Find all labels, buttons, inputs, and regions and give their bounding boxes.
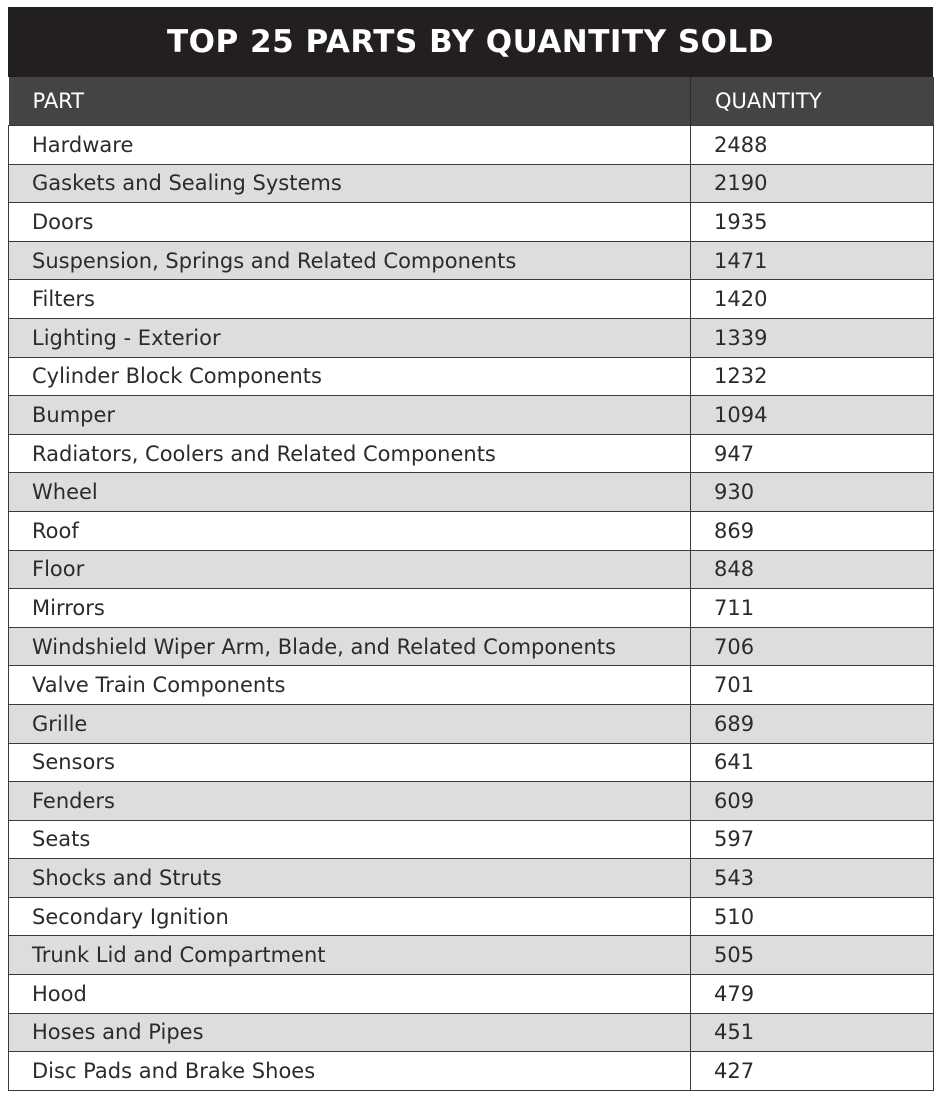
- table-row: [9, 550, 934, 589]
- part-cell: Hoses and Pipes: [9, 1013, 691, 1052]
- part-cell: Wheel: [9, 473, 691, 512]
- table-row: [9, 743, 934, 782]
- quantity-cell: 510: [691, 897, 934, 936]
- quantity-cell: 701: [691, 666, 934, 705]
- quantity-cell: 706: [691, 627, 934, 666]
- table-row: [9, 203, 934, 242]
- table-row: [9, 704, 934, 743]
- table-row: [9, 859, 934, 898]
- table-row: [9, 280, 934, 319]
- quantity-cell: 597: [691, 820, 934, 859]
- part-cell: Filters: [9, 280, 691, 319]
- table-row: [9, 782, 934, 821]
- quantity-cell: 451: [691, 1013, 934, 1052]
- column-header-quantity: QUANTITY: [691, 77, 934, 126]
- table-row: [9, 1013, 934, 1052]
- parts-table: [8, 77, 934, 1091]
- part-cell: Hardware: [9, 126, 691, 165]
- part-cell: Hood: [9, 975, 691, 1014]
- quantity-cell: 2190: [691, 164, 934, 203]
- part-cell: Grille: [9, 704, 691, 743]
- table-row: [9, 627, 934, 666]
- table-row: [9, 434, 934, 473]
- quantity-cell: 641: [691, 743, 934, 782]
- part-cell: Secondary Ignition: [9, 897, 691, 936]
- table-row: [9, 666, 934, 705]
- table-row: [9, 357, 934, 396]
- table-row: [9, 126, 934, 165]
- part-cell: Roof: [9, 511, 691, 550]
- table-row: [9, 318, 934, 357]
- quantity-cell: 609: [691, 782, 934, 821]
- table-row: [9, 975, 934, 1014]
- table-row: [9, 589, 934, 628]
- part-cell: Bumper: [9, 396, 691, 435]
- part-cell: Suspension, Springs and Related Components: [9, 241, 691, 280]
- quantity-cell: 479: [691, 975, 934, 1014]
- quantity-cell: 427: [691, 1052, 934, 1091]
- header-row: [9, 77, 934, 126]
- part-cell: Lighting - Exterior: [9, 318, 691, 357]
- table-row: [9, 1052, 934, 1091]
- part-cell: Cylinder Block Components: [9, 357, 691, 396]
- quantity-cell: 947: [691, 434, 934, 473]
- quantity-cell: 1094: [691, 396, 934, 435]
- part-cell: Doors: [9, 203, 691, 242]
- table-row: [9, 241, 934, 280]
- table-row: [9, 511, 934, 550]
- part-cell: Shocks and Struts: [9, 859, 691, 898]
- quantity-cell: 711: [691, 589, 934, 628]
- table-body: [9, 126, 934, 1091]
- table-row: [9, 396, 934, 435]
- table-row: [9, 473, 934, 512]
- part-cell: Floor: [9, 550, 691, 589]
- quantity-cell: 1471: [691, 241, 934, 280]
- table-row: [9, 897, 934, 936]
- part-cell: Radiators, Coolers and Related Components: [9, 434, 691, 473]
- part-cell: Sensors: [9, 743, 691, 782]
- part-cell: Mirrors: [9, 589, 691, 628]
- table-row: [9, 820, 934, 859]
- quantity-cell: 1339: [691, 318, 934, 357]
- quantity-cell: 1232: [691, 357, 934, 396]
- quantity-cell: 543: [691, 859, 934, 898]
- part-cell: Windshield Wiper Arm, Blade, and Related Components: [9, 627, 691, 666]
- part-cell: Fenders: [9, 782, 691, 821]
- part-cell: Valve Train Components: [9, 666, 691, 705]
- quantity-cell: 848: [691, 550, 934, 589]
- part-cell: Disc Pads and Brake Shoes: [9, 1052, 691, 1091]
- column-header-part: PART: [9, 77, 691, 126]
- part-cell: Trunk Lid and Compartment: [9, 936, 691, 975]
- quantity-cell: 1935: [691, 203, 934, 242]
- part-cell: Seats: [9, 820, 691, 859]
- parts-table-figure: [8, 7, 933, 1091]
- table-row: [9, 936, 934, 975]
- table-header: [9, 77, 934, 126]
- quantity-cell: 1420: [691, 280, 934, 319]
- part-cell: Gaskets and Sealing Systems: [9, 164, 691, 203]
- quantity-cell: 2488: [691, 126, 934, 165]
- quantity-cell: 869: [691, 511, 934, 550]
- table-row: [9, 164, 934, 203]
- quantity-cell: 930: [691, 473, 934, 512]
- quantity-cell: 505: [691, 936, 934, 975]
- quantity-cell: 689: [691, 704, 934, 743]
- table-title: TOP 25 PARTS BY QUANTITY SOLD: [8, 7, 933, 77]
